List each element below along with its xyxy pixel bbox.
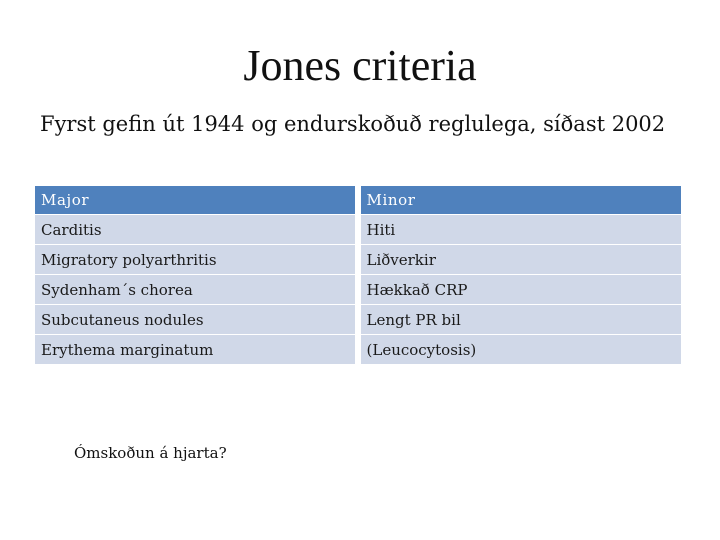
minor-criterion-cell: (Leucocytosis) xyxy=(361,334,682,364)
major-criterion-cell: Erythema marginatum xyxy=(35,334,355,364)
table-header xyxy=(35,186,681,214)
table-row xyxy=(35,304,681,334)
table-row xyxy=(35,334,681,364)
slide-subtitle: Fyrst gefin út 1944 og endurskoðuð reglulega, síðast 2002 xyxy=(40,112,666,136)
minor-criterion-cell: Lengt PR bil xyxy=(361,304,682,334)
major-criterion-cell: Subcutaneus nodules xyxy=(35,304,355,334)
jones-criteria-table xyxy=(35,186,681,364)
table-header-row xyxy=(35,186,681,214)
table-row xyxy=(35,214,681,244)
table-row xyxy=(35,274,681,304)
table-row xyxy=(35,244,681,274)
minor-column-header: Minor xyxy=(361,186,682,214)
minor-criterion-cell: Liðverkir xyxy=(361,244,682,274)
major-criterion-cell: Carditis xyxy=(35,214,355,244)
minor-criterion-cell: Hiti xyxy=(361,214,682,244)
major-criterion-cell: Migratory polyarthritis xyxy=(35,244,355,274)
major-criterion-cell: Sydenham´s chorea xyxy=(35,274,355,304)
table-body xyxy=(35,214,681,364)
major-column-header: Major xyxy=(35,186,355,214)
slide-title: Jones criteria xyxy=(243,41,477,90)
echocardiography-note: Ómskoðun á hjarta? xyxy=(74,444,227,462)
minor-criterion-cell: Hækkað CRP xyxy=(361,274,682,304)
